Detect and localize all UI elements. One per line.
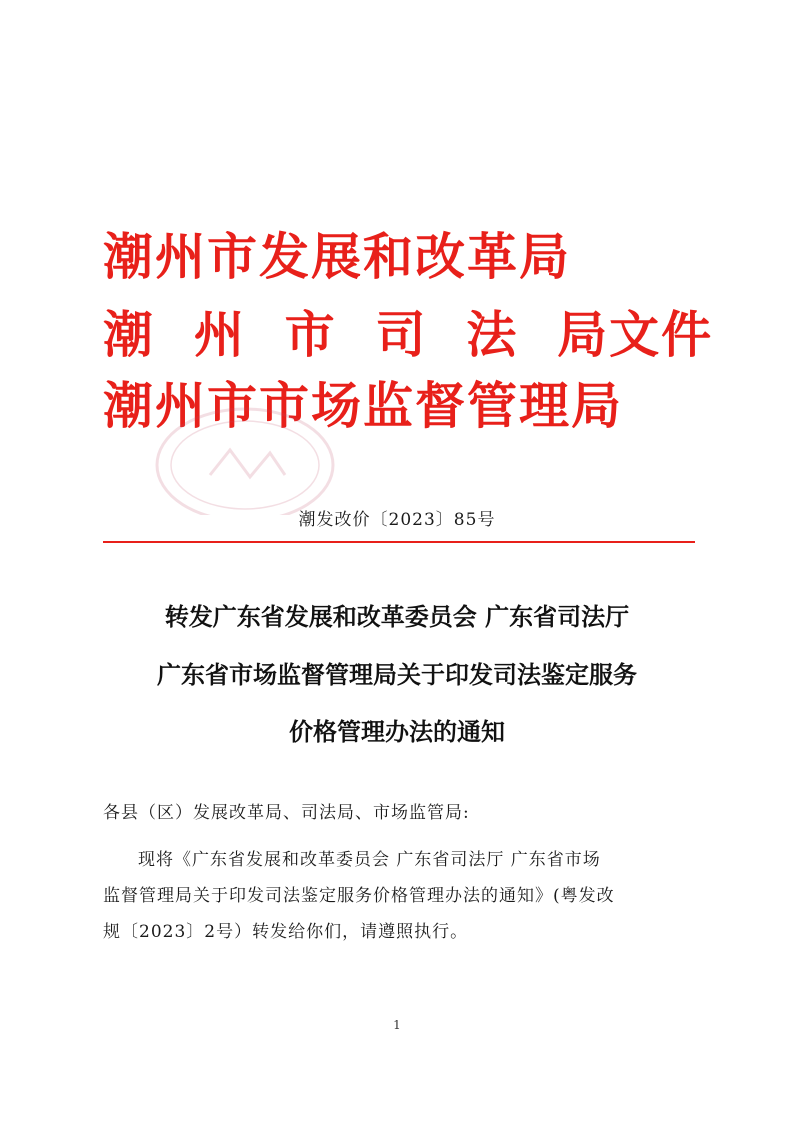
issuer-header-line-3: 潮州市市场监督管理局 xyxy=(103,377,623,435)
body-paragraph-line-3: 规〔2023〕2号）转发给你们，请遵照执行。 xyxy=(103,922,469,942)
red-divider-rule xyxy=(103,541,695,543)
page-number: 1 xyxy=(393,1018,401,1032)
faint-seal-stamp xyxy=(150,405,340,515)
document-number: 潮发改价〔2023〕85号 xyxy=(298,510,496,530)
issuer-header-line-1: 潮州市发展和改革局 xyxy=(103,228,571,286)
body-paragraph-line-2: 监督管理局关于印发司法鉴定服务价格管理办法的通知》(粤发改 xyxy=(103,886,615,906)
addressee-line: 各县（区）发展改革局、司法局、市场监管局: xyxy=(103,803,470,823)
document-title-line-1: 转发广东省发展和改革委员会 广东省司法厅 xyxy=(164,603,630,631)
issuer-header-line-2: 潮 州 市 司 法 局文件 xyxy=(103,306,714,364)
document-title-line-2: 广东省市场监督管理局关于印发司法鉴定服务 xyxy=(157,661,637,689)
body-paragraph-line-1: 现将《广东省发展和改革委员会 广东省司法厅 广东省市场 xyxy=(138,850,601,870)
document-title-line-3: 价格管理办法的通知 xyxy=(289,718,505,746)
